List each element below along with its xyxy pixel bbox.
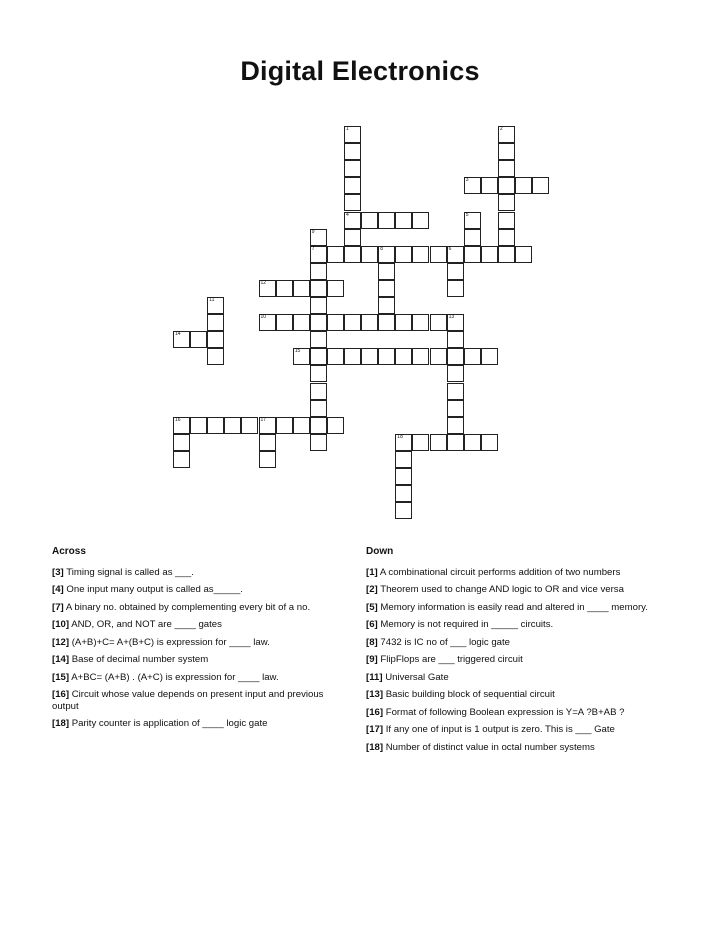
grid-cell[interactable] [464, 212, 481, 229]
across-clue-text: One input many output is called as_____. [66, 584, 243, 595]
down-clue-number: [2] [366, 584, 378, 595]
grid-cell[interactable] [447, 400, 464, 417]
across-clue-text: AND, OR, and NOT are ____ gates [71, 619, 222, 630]
grid-cell[interactable] [430, 246, 447, 263]
grid-cell-number: 6 [448, 245, 452, 252]
grid-cell[interactable] [395, 348, 412, 365]
grid-cell[interactable] [515, 177, 532, 194]
grid-cell[interactable] [498, 246, 515, 263]
grid-cell-number: 16 [175, 416, 181, 423]
grid-cell[interactable] [310, 348, 327, 365]
grid-cell[interactable] [378, 280, 395, 297]
grid-cell[interactable] [310, 280, 327, 297]
across-clue [52, 654, 352, 666]
grid-cell[interactable] [293, 348, 310, 365]
across-clue [52, 718, 352, 730]
down-clue-text: If any one of input is 1 output is zero. This is ___ Gate [385, 724, 615, 735]
grid-cell[interactable] [447, 246, 464, 263]
grid-cell[interactable] [344, 126, 361, 143]
grid-cell[interactable] [361, 348, 378, 365]
grid-cell[interactable] [447, 348, 464, 365]
grid-cell[interactable] [464, 434, 481, 451]
grid-cell[interactable] [447, 314, 464, 331]
across-clue-text: Circuit whose value depends on present input and previous output [52, 689, 324, 712]
across-clue-text: Base of decimal number system [71, 654, 209, 665]
grid-cell[interactable] [327, 314, 344, 331]
down-clue [366, 602, 656, 614]
grid-cell-number: 10 [260, 314, 267, 321]
across-clue-number: [12] [52, 636, 70, 648]
grid-cell[interactable] [412, 314, 429, 331]
grid-cell[interactable] [447, 263, 464, 280]
grid-cell[interactable] [173, 451, 190, 468]
across-clue-text: Parity counter is application of ____ logic gate [71, 718, 268, 729]
grid-cell[interactable] [310, 417, 327, 434]
grid-cell[interactable] [207, 331, 224, 348]
down-clue-text: Universal Gate [385, 671, 449, 683]
across-clue-text: A binary no. obtained by complementing every bit of a no. [65, 601, 311, 613]
across-heading: Across [52, 546, 86, 557]
grid-cell[interactable] [515, 246, 532, 263]
grid-cell[interactable] [447, 280, 464, 297]
down-clue [366, 637, 656, 649]
grid-cell[interactable] [481, 177, 498, 194]
down-clue [366, 567, 656, 579]
grid-cell[interactable] [293, 314, 310, 331]
grid-cell[interactable] [481, 348, 498, 365]
down-clue-text: FlipFlops are ___ triggered circuit [380, 654, 523, 665]
grid-cell[interactable] [207, 348, 224, 365]
grid-cell[interactable] [395, 434, 412, 451]
grid-cell-number: 13 [448, 314, 455, 321]
grid-cell[interactable] [481, 434, 498, 451]
grid-cell[interactable] [224, 417, 241, 434]
grid-cell[interactable] [395, 502, 412, 519]
grid-cell[interactable] [447, 331, 464, 348]
grid-cell[interactable] [207, 417, 224, 434]
grid-cell[interactable] [190, 417, 207, 434]
grid-cell-number: 9 [311, 228, 315, 235]
across-clue-number: [15] [52, 671, 70, 683]
grid-cell[interactable] [344, 348, 361, 365]
grid-cell-number: 11 [209, 297, 215, 303]
grid-cell-number: 14 [175, 331, 181, 338]
grid-cell[interactable] [378, 263, 395, 280]
grid-cell[interactable] [241, 417, 258, 434]
down-clue-text: Basic building block of sequential circuit [385, 689, 555, 700]
grid-cell[interactable] [412, 246, 429, 263]
puzzle-title: Digital Electronics [240, 56, 480, 86]
across-clue [52, 689, 352, 712]
across-clue-number: [7] [52, 601, 64, 613]
grid-cell[interactable] [361, 314, 378, 331]
down-clue [366, 654, 656, 666]
grid-cell[interactable] [344, 229, 361, 246]
down-clue-number: [17] [366, 724, 384, 735]
across-clue [52, 584, 352, 596]
down-clue-number: [13] [366, 689, 384, 700]
grid-cell[interactable] [190, 331, 207, 348]
grid-cell[interactable] [310, 229, 327, 246]
across-clue-text: A+BC= (A+B) . (A+C) is expression for ____ law. [71, 671, 279, 683]
grid-cell[interactable] [259, 280, 276, 297]
grid-cell[interactable] [207, 297, 224, 314]
down-clue-number: [1] [366, 566, 378, 578]
grid-cell[interactable] [395, 485, 412, 502]
grid-cell[interactable] [173, 331, 190, 348]
across-clues [52, 546, 352, 736]
grid-cell[interactable] [310, 400, 327, 417]
grid-cell[interactable] [276, 314, 293, 331]
grid-cell[interactable] [498, 143, 515, 160]
across-clue-number: [18] [52, 718, 70, 729]
grid-cell[interactable] [430, 314, 447, 331]
grid-cell[interactable] [344, 177, 361, 194]
grid-cell[interactable] [532, 177, 549, 194]
grid-cell[interactable] [173, 417, 190, 434]
grid-cell[interactable] [361, 246, 378, 263]
grid-cell-number: 12 [260, 279, 267, 286]
grid-cell[interactable] [498, 160, 515, 177]
grid-cell[interactable] [395, 314, 412, 331]
across-clue [52, 637, 352, 649]
grid-cell[interactable] [481, 246, 498, 263]
down-clue-text: 7432 is IC no of ___ logic gate [380, 636, 511, 648]
grid-cell[interactable] [378, 348, 395, 365]
across-clue [52, 619, 352, 631]
down-clue [366, 724, 656, 736]
grid-cell[interactable] [259, 451, 276, 468]
down-heading: Down [366, 546, 394, 557]
grid-cell[interactable] [498, 126, 515, 143]
down-clue-text: Memory is not required in _____ circuits. [380, 619, 554, 630]
grid-cell-number: 18 [397, 433, 403, 440]
grid-cell[interactable] [378, 297, 395, 314]
grid-cell[interactable] [173, 434, 190, 451]
grid-cell[interactable] [464, 177, 481, 194]
grid-cell[interactable] [327, 246, 344, 263]
down-clue [366, 619, 656, 631]
grid-cell[interactable] [327, 417, 344, 434]
grid-cell[interactable] [412, 212, 429, 229]
down-clue [366, 672, 656, 684]
grid-cell[interactable] [310, 434, 327, 451]
grid-cell[interactable] [207, 314, 224, 331]
grid-cell[interactable] [412, 434, 429, 451]
grid-cell[interactable] [498, 212, 515, 229]
grid-cell[interactable] [447, 434, 464, 451]
grid-cell[interactable] [293, 280, 310, 297]
grid-cell[interactable] [464, 229, 481, 246]
down-clue-text: A combinational circuit performs addition of two numbers [379, 566, 621, 578]
grid-cell-number: 1 [346, 126, 349, 132]
grid-cell[interactable] [327, 348, 344, 365]
grid-cell-number: 17 [260, 416, 267, 423]
grid-cell-number: 2 [499, 126, 503, 132]
grid-cell[interactable] [395, 212, 412, 229]
grid-cell-number: 5 [465, 211, 469, 218]
down-clue-text: Number of distinct value in octal number systems [385, 741, 595, 753]
grid-cell[interactable] [344, 194, 361, 211]
grid-cell[interactable] [293, 417, 310, 434]
across-clue-number: [16] [52, 689, 70, 700]
grid-cell-number: 8 [380, 245, 383, 252]
grid-cell[interactable] [412, 348, 429, 365]
grid-cell[interactable] [310, 331, 327, 348]
grid-cell-number: 4 [346, 211, 349, 218]
grid-cell[interactable] [310, 297, 327, 314]
down-clue-number: [18] [366, 741, 384, 753]
across-clue-number: [3] [52, 566, 64, 578]
grid-cell[interactable] [464, 348, 481, 365]
grid-cell[interactable] [430, 348, 447, 365]
across-clue [52, 672, 352, 684]
grid-cell[interactable] [447, 383, 464, 400]
grid-cell[interactable] [276, 417, 293, 434]
grid-cell[interactable] [378, 314, 395, 331]
down-clue-number: [9] [366, 654, 378, 665]
grid-cell[interactable] [276, 280, 293, 297]
grid-cell[interactable] [310, 365, 327, 382]
grid-cell[interactable] [378, 246, 395, 263]
down-clue [366, 707, 656, 719]
grid-cell-number: 3 [465, 177, 469, 184]
grid-cell[interactable] [498, 177, 515, 194]
grid-cell[interactable] [310, 246, 327, 263]
grid-cell[interactable] [344, 314, 361, 331]
grid-cell[interactable] [259, 434, 276, 451]
across-clue-number: [10] [52, 619, 70, 630]
down-clue-number: [5] [366, 601, 378, 613]
grid-cell[interactable] [378, 212, 395, 229]
down-clue [366, 742, 656, 754]
grid-cell[interactable] [498, 194, 515, 211]
down-clue [366, 584, 656, 596]
grid-cell[interactable] [344, 246, 361, 263]
grid-cell[interactable] [395, 451, 412, 468]
across-clue-number: [14] [52, 654, 70, 665]
across-clue [52, 567, 352, 579]
grid-cell[interactable] [310, 383, 327, 400]
down-clues [366, 546, 656, 759]
grid-cell[interactable] [430, 434, 447, 451]
down-clue-text: Memory information is easily read and altered in ____ memory. [380, 601, 648, 613]
grid-cell[interactable] [498, 229, 515, 246]
grid-cell[interactable] [327, 280, 344, 297]
down-clue-text: Format of following Boolean expression is Y=A ?B+AB ? [385, 706, 625, 718]
grid-cell[interactable] [344, 143, 361, 160]
down-clue-number: [11] [366, 671, 383, 683]
grid-cell[interactable] [464, 246, 481, 263]
down-clue-number: [16] [366, 706, 384, 718]
grid-cell[interactable] [310, 314, 327, 331]
down-clue-number: [8] [366, 636, 378, 648]
across-clue [52, 602, 352, 614]
grid-cell[interactable] [395, 246, 412, 263]
grid-cell[interactable] [344, 160, 361, 177]
grid-cell[interactable] [310, 263, 327, 280]
grid-cell-number: 15 [294, 348, 301, 355]
grid-cell[interactable] [259, 417, 276, 434]
across-clue-text: (A+B)+C= A+(B+C) is expression for ____ law. [71, 636, 270, 648]
grid-cell[interactable] [259, 314, 276, 331]
grid-cell[interactable] [447, 417, 464, 434]
grid-cell[interactable] [344, 212, 361, 229]
down-clue [366, 689, 656, 701]
down-clue-number: [6] [366, 619, 378, 630]
down-clue-text: Theorem used to change AND logic to OR and vice versa [380, 584, 624, 595]
grid-cell[interactable] [447, 365, 464, 382]
grid-cell[interactable] [361, 212, 378, 229]
across-clue-text: Timing signal is called as ___. [66, 566, 194, 578]
across-clue-number: [4] [52, 584, 64, 595]
grid-cell[interactable] [395, 468, 412, 485]
grid-cell-number: 7 [311, 245, 315, 252]
